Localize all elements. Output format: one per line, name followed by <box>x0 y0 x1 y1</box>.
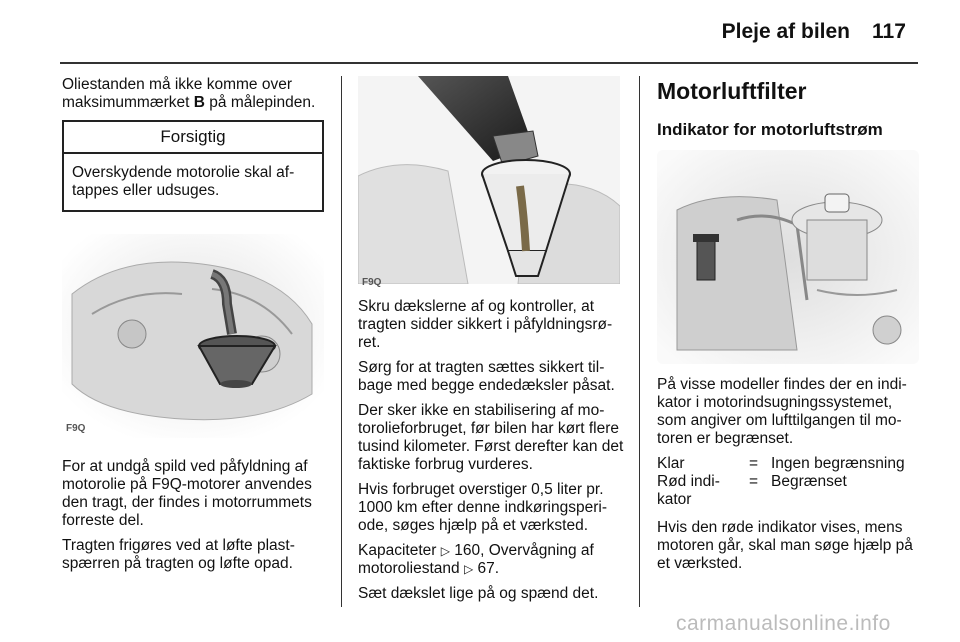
capacity-text: Kapaciteter <box>358 542 441 559</box>
air-filter-indicator-figure <box>657 150 919 364</box>
oil-pouring-illustration <box>358 76 620 284</box>
paragraph-1: På visse modeller findes der en indi-kator i motorindsugningssystemet, som angiver om lufttilgangen til mo-toren er begrænset. <box>657 376 907 447</box>
paragraph-2: Hvis den røde indikator vises, mens motoren går, skal man søge hjælp på et værksted. <box>657 519 913 572</box>
indicator-term: Rød indi-kator <box>657 473 720 508</box>
page-reference-icon[interactable]: ▷ <box>463 562 474 576</box>
header-rule <box>60 62 918 64</box>
paragraph-3: Der sker ikke en stabilisering af mo-torolieforbruget, før bilen har kørt flere tusind kilometer. Først derefter kan det faktiske forbrug vurderes. <box>358 402 624 473</box>
figure-label: F9Q <box>362 277 382 288</box>
caution-heading: Forsigtig <box>64 122 322 154</box>
mark-b: B <box>193 94 205 111</box>
header-title: Pleje af bilen <box>721 20 850 43</box>
indicator-separator: = <box>749 473 759 490</box>
paragraph-2: Tragten frigøres ved at løfte plast-spærren på tragten og løfte opad. <box>62 537 295 572</box>
page-reference-icon[interactable]: ▷ <box>440 544 450 558</box>
section-heading: Motorluftfilter <box>657 78 807 104</box>
page-number: 117 <box>872 20 906 43</box>
engine-funnel-illustration <box>62 234 324 438</box>
paragraph-5 <box>358 542 624 578</box>
intro-text: Oliestanden må ikke komme over maksimummærket <box>62 76 293 111</box>
indicator-separator: = <box>749 455 759 472</box>
paragraph-1: Skru dækslerne af og kontroller, at tragten sidder sikkert i påfyldningsrø-ret. <box>358 298 613 351</box>
funnel-filling-figure <box>358 76 620 288</box>
funnel-location-figure <box>62 234 324 438</box>
oil-level-reference[interactable]: 67. <box>477 560 500 577</box>
column-divider-left <box>341 76 342 607</box>
table-row <box>657 455 905 473</box>
engine-bay-illustration <box>657 150 919 364</box>
indicator-description: Begrænset <box>771 473 847 490</box>
paragraph-2: Sørg for at tragten sættes sikkert til-bage med begge endedæksler påsat. <box>358 359 615 394</box>
indicator-table <box>657 455 905 509</box>
caution-body: Overskydende motorolie skal af-tappes eller udsuges. <box>72 164 295 199</box>
paragraph-4: Hvis forbruget overstiger 0,5 liter pr. 1000 km efter denne indkøringsperi-ode, søges hjælp på et værksted. <box>358 481 607 534</box>
paragraph-6: Sæt dækslet lige på og spænd det. <box>358 585 599 602</box>
column-divider-right <box>639 76 640 607</box>
column-3 <box>657 78 921 580</box>
paragraph-1: For at undgå spild ved påfyldning af motorolie på F9Q-motorer anvendes den tragt, der findes i motorrummets forreste del. <box>62 458 312 529</box>
table-row <box>657 473 905 509</box>
column-2 <box>358 76 624 610</box>
figure-label: F9Q <box>66 423 86 434</box>
indicator-term: Klar <box>657 455 685 472</box>
indicator-description: Ingen begrænsning <box>771 455 905 472</box>
column-1 <box>62 76 324 580</box>
capacity-reference[interactable]: 160, Overvågning af motoroliestand <box>358 542 594 577</box>
watermark: carmanualsonline.info <box>676 612 891 635</box>
section-subheading: Indikator for motorluftstrøm <box>657 120 883 139</box>
intro-paragraph <box>62 76 324 112</box>
caution-box <box>62 120 324 212</box>
intro-text-end: på målepinden. <box>204 94 316 111</box>
